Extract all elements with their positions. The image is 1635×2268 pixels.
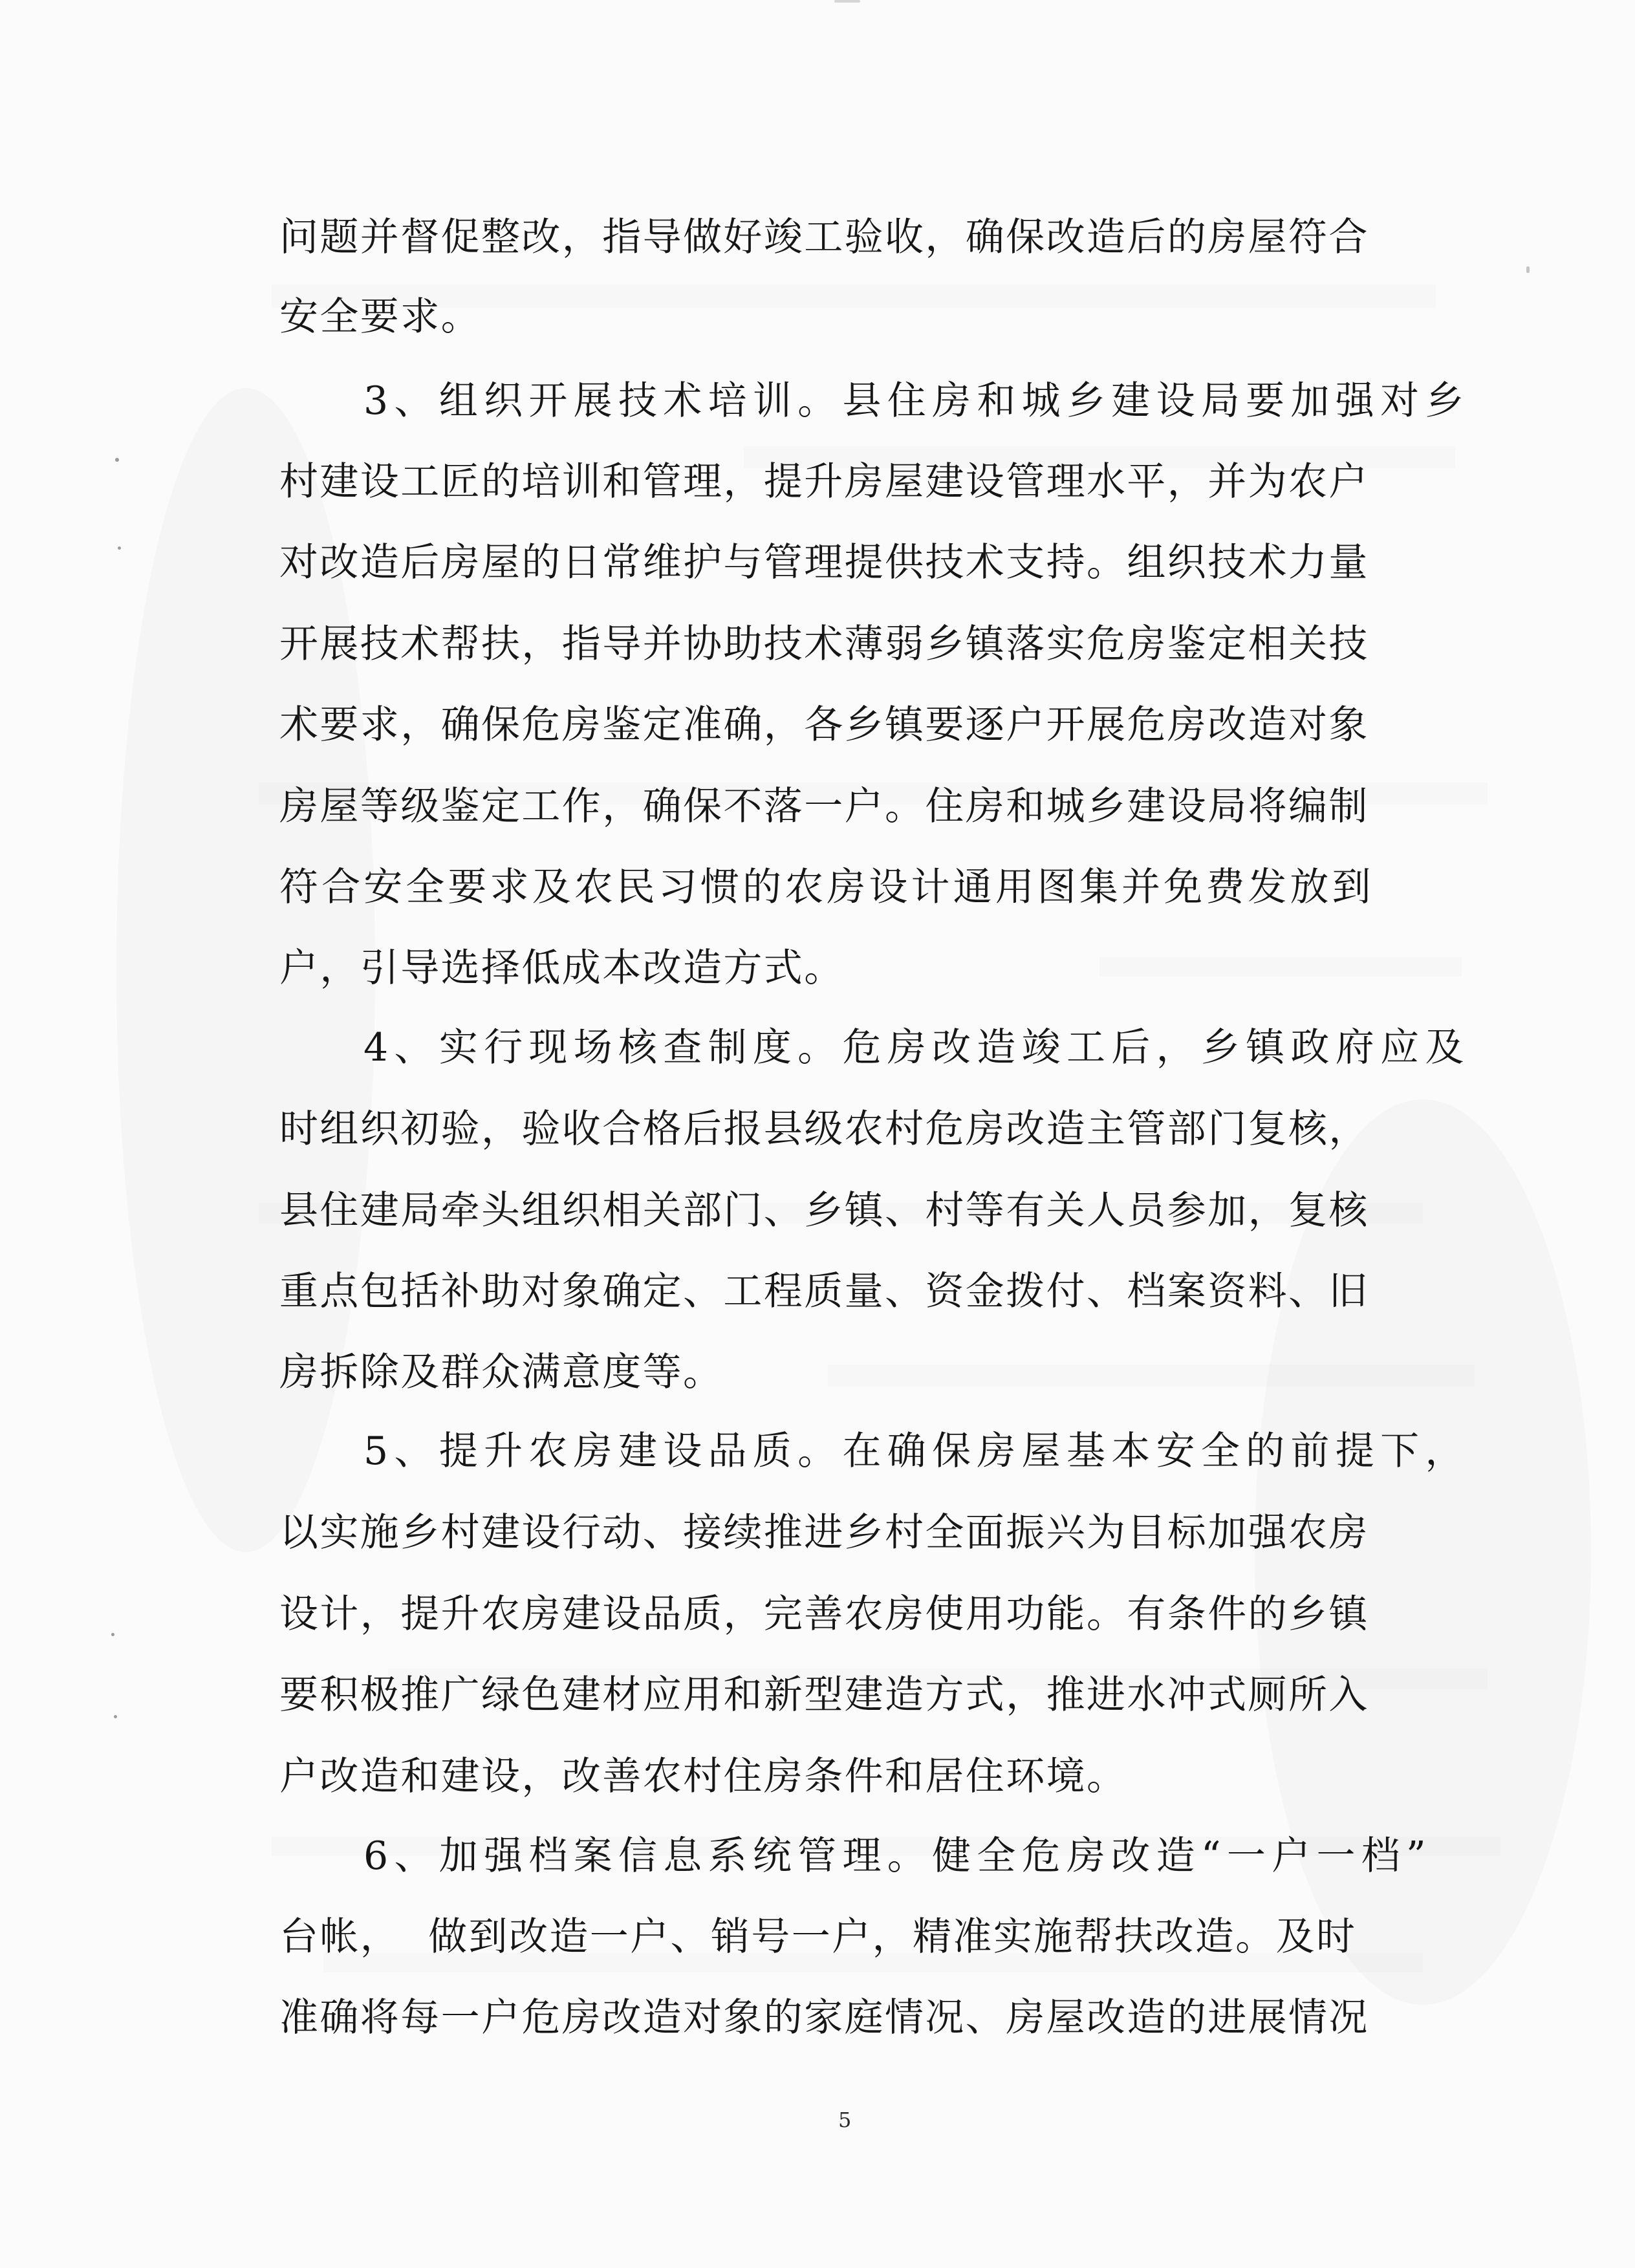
- text-line: 准确将每一户危房改造对象的家庭情况、房屋改造的进展情况: [279, 1995, 1369, 2040]
- scan-speck: [114, 1715, 117, 1718]
- text-line: 术要求，确保危房鉴定准确，各乡镇要逐户开展危房改造对象: [279, 702, 1369, 748]
- text-line: 6、加强档案信息系统管理。健全危房改造“一户一档”: [363, 1833, 1433, 1879]
- text-line: 5、提升农房建设品质。在确保房屋基本安全的前提下，: [363, 1429, 1470, 1474]
- scan-speck: [115, 458, 119, 462]
- text-line: 房拆除及群众满意度等。: [279, 1350, 724, 1395]
- text-line: 设计，提升农房建设品质，完善农房使用功能。有条件的乡镇: [279, 1592, 1369, 1637]
- text-line: 符合安全要求及农民习惯的农房设计通用图集并免费发放到: [279, 865, 1374, 910]
- text-line: 以实施乡村建设行动、接续推进乡村全面振兴为目标加强农房: [279, 1510, 1369, 1555]
- text-line: 3、组织开展技术培训。县住房和城乡建设局要加强对乡: [363, 378, 1470, 424]
- scan-speck: [111, 1633, 114, 1636]
- page-number: 5: [838, 2108, 852, 2132]
- text-line: 要积极推广绿色建材应用和新型建造方式，推进水冲式厕所入: [279, 1672, 1369, 1718]
- scan-speck: [118, 546, 121, 550]
- text-line: 4、实行现场核查制度。危房改造竣工后，乡镇政府应及: [363, 1025, 1470, 1070]
- scan-speck: [834, 0, 860, 3]
- text-line: 村建设工匠的培训和管理，提升房屋建设管理水平，并为农户: [279, 459, 1369, 504]
- text-line: 安全要求。: [279, 294, 481, 340]
- text-line: 重点包括补助对象确定、工程质量、资金拨付、档案资料、旧: [279, 1269, 1369, 1314]
- text-line: 户改造和建设，改善农村住房条件和居住环境。: [279, 1754, 1127, 1799]
- text-line: 户，引导选择低成本改造方式。: [279, 945, 845, 991]
- text-line: 县住建局牵头组织相关部门、乡镇、村等有关人员参加，复核: [279, 1188, 1369, 1233]
- text-line: 时组织初验，验收合格后报县级农村危房改造主管部门复核，: [279, 1107, 1369, 1152]
- text-line: 开展技术帮扶，指导并协助技术薄弱乡镇落实危房鉴定相关技: [279, 621, 1369, 667]
- text-line: 问题并督促整改，指导做好竣工验收，确保改造后的房屋符合: [279, 215, 1369, 260]
- text-line: 台帐， 做到改造一户、销号一户，精准实施帮扶改造。及时: [279, 1914, 1357, 1960]
- scan-speck: [1526, 266, 1530, 273]
- text-line: 房屋等级鉴定工作，确保不落一户。住房和城乡建设局将编制: [279, 784, 1369, 829]
- text-line: 对改造后房屋的日常维护与管理提供技术支持。组织技术力量: [279, 540, 1369, 585]
